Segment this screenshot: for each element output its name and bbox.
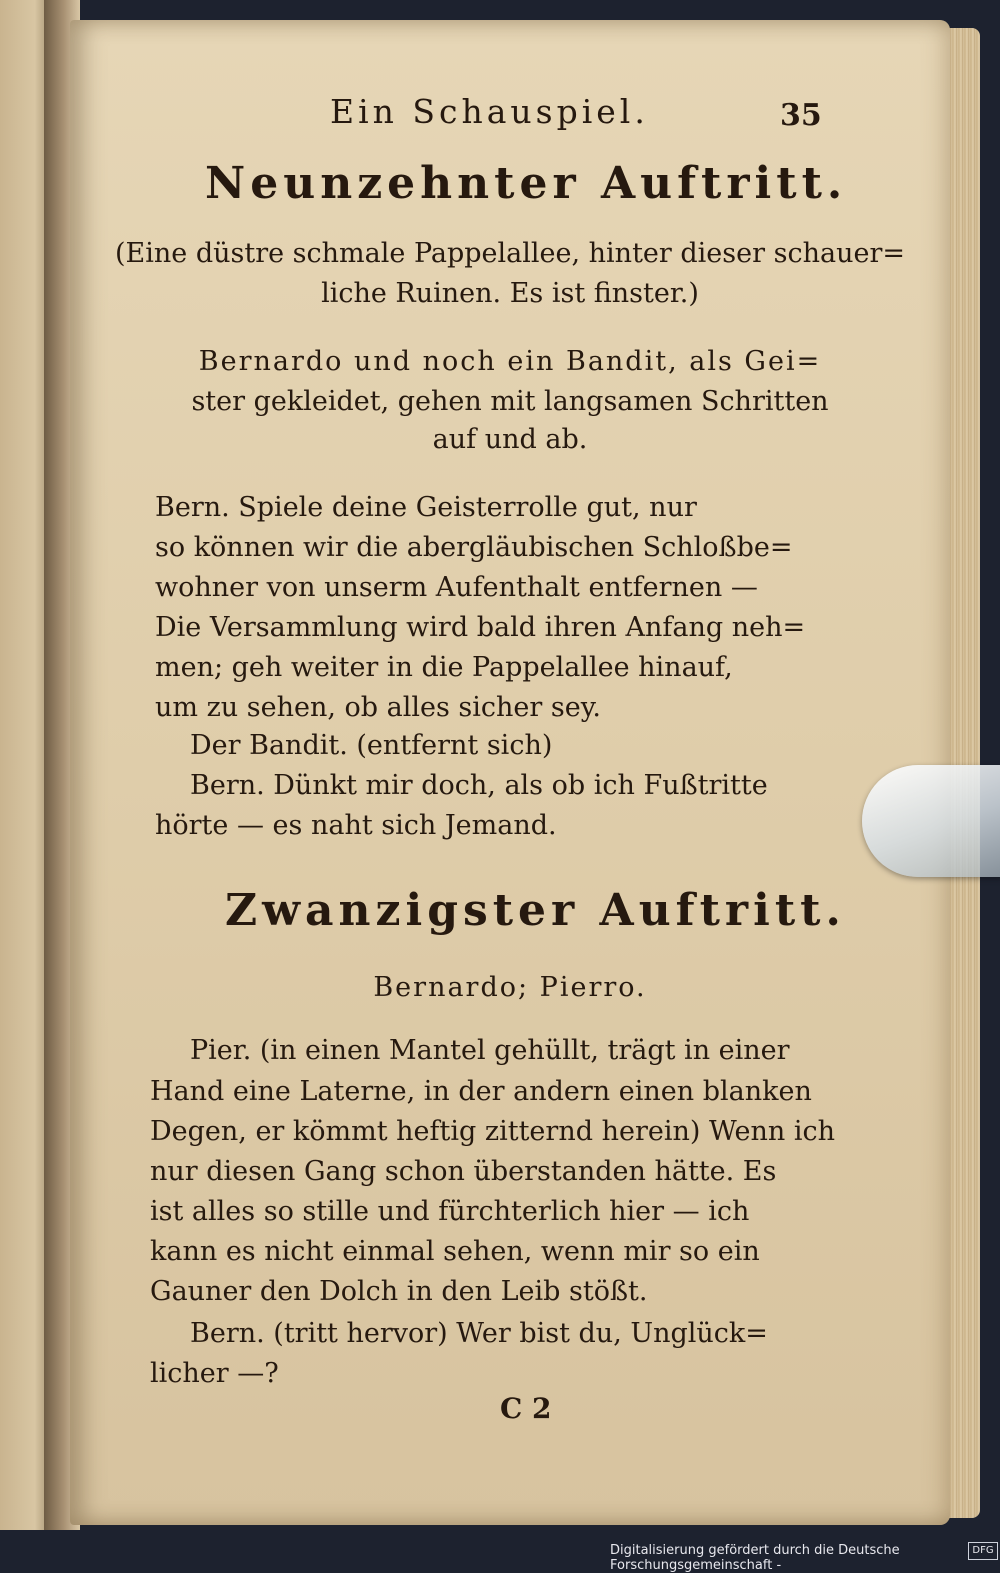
dialogue-line: Bern. Dünkt mir doch, als ob ich Fußtritte — [190, 770, 768, 801]
page-clip-marker — [862, 765, 1000, 877]
page-number: 35 — [780, 98, 822, 133]
dialogue-line: men; geh weiter in die Pappelallee hinauf, — [155, 652, 733, 683]
dialogue-line: kann es nicht einmal sehen, wenn mir so ein — [150, 1236, 760, 1267]
scene-20-title: Zwanzigster Auftritt. — [225, 885, 846, 936]
dialogue-line: Der Bandit. (entfernt sich) — [190, 730, 553, 761]
digitization-credit: Digitalisierung gefördert durch die Deutsche Forschungsgemeinschaft - — [610, 1543, 900, 1573]
dialogue-line: Bern. (tritt hervor) Wer bist du, Unglück= — [190, 1318, 768, 1349]
dialogue-line: wohner von unserm Aufenthalt entfernen — — [155, 572, 758, 603]
dialogue-line: ist alles so stille und fürchterlich hier — ich — [150, 1196, 750, 1227]
persons-line: ster gekleidet, gehen mit langsamen Schritten — [191, 386, 829, 417]
scene-19-title: Neunzehnter Auftritt. — [205, 158, 848, 209]
dfg-logo: DFG — [968, 1542, 998, 1560]
dialogue-line: um zu sehen, ob alles sicher sey. — [155, 692, 601, 723]
persons-line: Bernardo und noch ein Bandit, als Gei= — [198, 346, 822, 377]
dialogue-line: Pier. (in einen Mantel gehüllt, trägt in einer — [190, 1035, 790, 1066]
persons-line: Bernardo; Pierro. — [373, 972, 647, 1003]
running-head: Ein Schauspiel. — [330, 92, 649, 131]
dialogue-line: nur diesen Gang schon überstanden hätte. Es — [150, 1156, 777, 1187]
dialogue-line: Hand eine Laterne, in der andern einen blanken — [150, 1076, 812, 1107]
dialogue-line: so können wir die abergläubischen Schloßbe= — [155, 532, 793, 563]
dialogue-line: hörte — es naht sich Jemand. — [155, 810, 557, 841]
persons-line: auf und ab. — [432, 424, 588, 455]
stage-direction-line: liche Ruinen. Es ist finster.) — [321, 278, 699, 309]
dialogue-line: Die Versammlung wird bald ihren Anfang neh= — [155, 612, 806, 643]
stage-direction-line: (Eine düstre schmale Pappelallee, hinter dieser schauer= — [115, 238, 905, 269]
dialogue-line: licher —? — [150, 1358, 279, 1389]
signature-mark: C 2 — [500, 1392, 552, 1425]
dialogue-line: Degen, er kömmt heftig zitternd herein) Wenn ich — [150, 1116, 836, 1147]
dialogue-line: Bern. Spiele deine Geisterrolle gut, nur — [155, 492, 697, 523]
dialogue-line: Gauner den Dolch in den Leib stößt. — [150, 1276, 648, 1307]
